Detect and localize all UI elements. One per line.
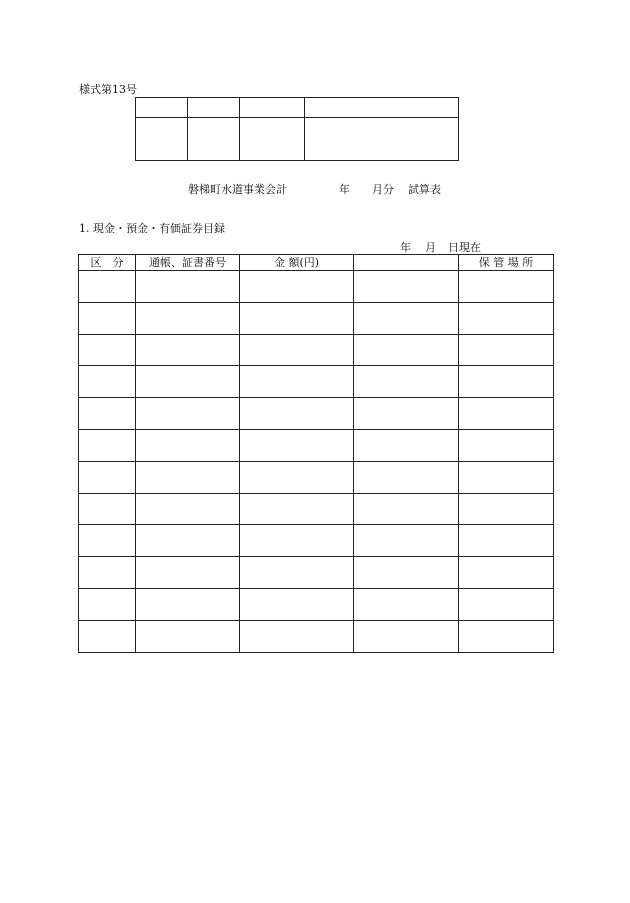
table-cell [240, 398, 354, 430]
table-cell [240, 493, 354, 525]
table-cell [354, 366, 459, 398]
as-of-day-label: 日現在 [448, 241, 481, 254]
table-cell [136, 461, 240, 493]
title-month-label: 月分 [372, 183, 394, 196]
column-header-storage-location: 保 管 場 所 [459, 255, 554, 271]
as-of-month-label: 月 [425, 241, 436, 254]
table-cell [459, 302, 554, 334]
table-cell [79, 366, 136, 398]
table-cell [240, 525, 354, 557]
approval-header-cell [136, 98, 188, 118]
table-cell [136, 398, 240, 430]
table-row [79, 620, 554, 652]
table-row [79, 588, 554, 620]
table-cell [79, 525, 136, 557]
column-header-category: 区 分 [79, 255, 136, 271]
table-cell [240, 366, 354, 398]
table-cell [240, 620, 354, 652]
table-cell [79, 620, 136, 652]
title-organization: 磐梯町水道事業会計 [188, 183, 287, 196]
table-row [79, 271, 554, 303]
table-cell [240, 588, 354, 620]
table-row [79, 398, 554, 430]
table-row [79, 461, 554, 493]
column-header-amount: 金 額(円) [240, 255, 354, 271]
table-cell [354, 302, 459, 334]
table-cell [240, 334, 354, 366]
table-row [79, 302, 554, 334]
table-cell [79, 557, 136, 589]
table-cell [79, 302, 136, 334]
table-row [79, 493, 554, 525]
table-cell [136, 334, 240, 366]
table-cell [354, 620, 459, 652]
table-cell [79, 398, 136, 430]
table-cell [459, 493, 554, 525]
as-of-year-label: 年 [400, 241, 411, 254]
approval-header-cell [240, 98, 305, 118]
table-row [79, 557, 554, 589]
table-cell [240, 271, 354, 303]
table-cell [79, 429, 136, 461]
table-cell [240, 461, 354, 493]
table-cell [459, 461, 554, 493]
table-cell [354, 429, 459, 461]
table-cell [136, 525, 240, 557]
table-row [79, 429, 554, 461]
approval-stamp-table [135, 97, 459, 161]
table-cell [136, 302, 240, 334]
table-cell [459, 429, 554, 461]
table-cell [136, 429, 240, 461]
title-document-name: 試算表 [408, 183, 441, 196]
table-row [79, 334, 554, 366]
ledger-header-row [79, 255, 554, 271]
table-cell [354, 588, 459, 620]
approval-stamp-cell [136, 118, 188, 161]
approval-header-cell [188, 98, 240, 118]
table-cell [459, 334, 554, 366]
table-cell [79, 334, 136, 366]
table-row [79, 525, 554, 557]
form-number: 様式第13号 [79, 83, 137, 96]
table-cell [354, 525, 459, 557]
table-cell [459, 588, 554, 620]
approval-stamp-cell [305, 118, 459, 161]
table-cell [354, 398, 459, 430]
table-cell [240, 429, 354, 461]
table-cell [459, 271, 554, 303]
table-cell [459, 557, 554, 589]
table-cell [354, 271, 459, 303]
approval-header-cell [305, 98, 459, 118]
table-cell [354, 334, 459, 366]
approval-stamp-cell [188, 118, 240, 161]
table-cell [136, 557, 240, 589]
table-cell [459, 620, 554, 652]
table-cell [354, 461, 459, 493]
table-cell [136, 366, 240, 398]
approval-stamp-cell [240, 118, 305, 161]
table-cell [459, 525, 554, 557]
column-header-blank [354, 255, 459, 271]
table-cell [240, 557, 354, 589]
table-cell [136, 493, 240, 525]
table-cell [354, 557, 459, 589]
ledger-body [79, 271, 554, 653]
column-header-passbook-number: 通帳、証書番号 [136, 255, 240, 271]
table-cell [79, 461, 136, 493]
table-cell [240, 302, 354, 334]
section-heading: 1. 現金・預金・有価証券目録 [79, 222, 225, 235]
table-cell [136, 271, 240, 303]
asset-ledger-table [78, 254, 554, 653]
table-cell [136, 620, 240, 652]
table-cell [354, 493, 459, 525]
table-cell [459, 366, 554, 398]
table-cell [79, 271, 136, 303]
table-cell [79, 493, 136, 525]
table-row [79, 366, 554, 398]
table-cell [136, 588, 240, 620]
table-cell [79, 588, 136, 620]
table-cell [459, 398, 554, 430]
title-year-label: 年 [339, 183, 350, 196]
